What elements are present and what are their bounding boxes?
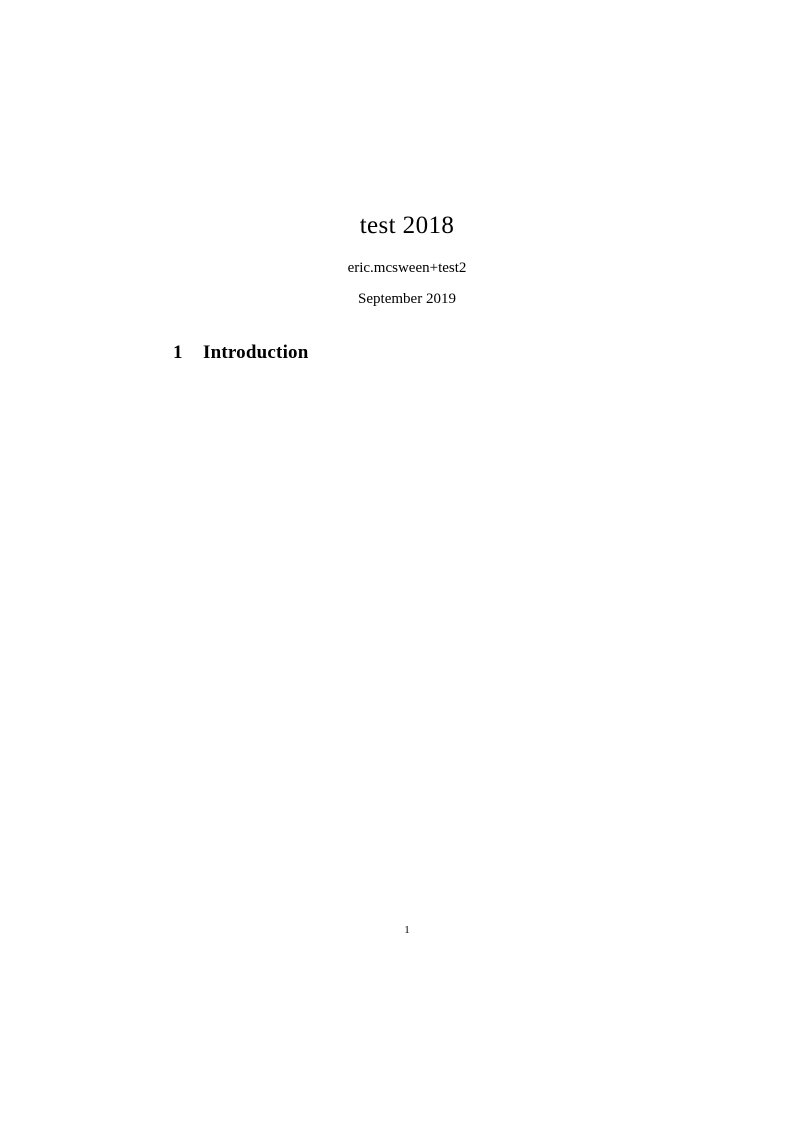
document-author: eric.mcsween+test2	[347, 260, 467, 276]
section-heading-introduction	[173, 342, 309, 364]
section-number: 1	[173, 342, 183, 363]
page-content	[135, 0, 679, 1123]
document-date: September 2019	[358, 291, 456, 307]
document-title: test 2018	[359, 212, 455, 239]
page-number: 1	[404, 924, 410, 936]
section-title: Introduction	[203, 342, 309, 363]
